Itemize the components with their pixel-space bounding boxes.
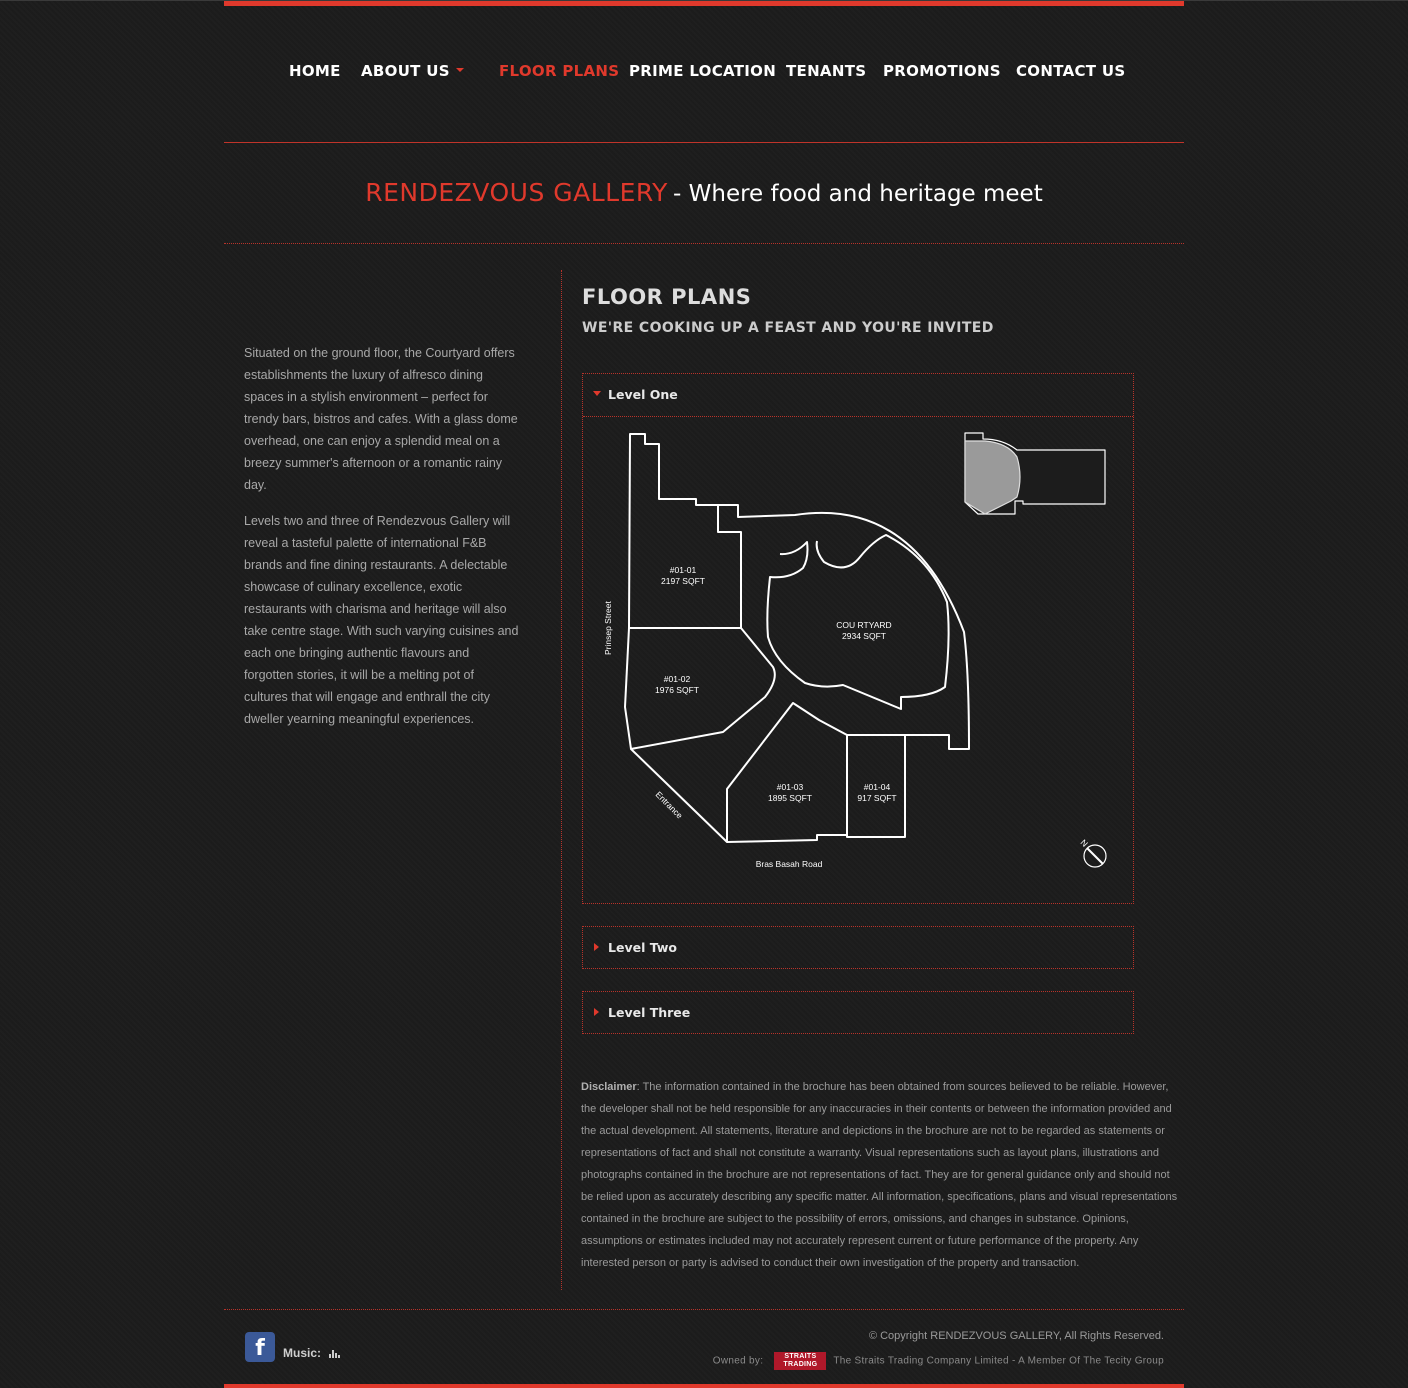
brand-name: RENDEZVOUS GALLERY bbox=[365, 178, 668, 207]
bottom-accent-bar bbox=[224, 1384, 1184, 1388]
street-label-prinsep: Prinsep Street bbox=[603, 601, 613, 655]
accordion-level-one bbox=[582, 373, 1134, 904]
page-title: FLOOR PLANS bbox=[582, 285, 752, 309]
page-subtitle: WE'RE COOKING UP A FEAST AND YOU'RE INVITED bbox=[582, 320, 994, 336]
courtyard-area: 2934 SQFT bbox=[842, 631, 886, 641]
unit-01-01-outline bbox=[629, 434, 741, 628]
owner-company-text: The Straits Trading Company Limited - A Member Of The Tecity Group bbox=[833, 1355, 1164, 1367]
unit-01-02-outline bbox=[625, 628, 775, 749]
owned-by-line bbox=[713, 1352, 1164, 1370]
nav-floor-plans[interactable]: FLOOR PLANS bbox=[499, 62, 620, 80]
nav-about-us-label: ABOUT US bbox=[361, 62, 450, 80]
header-divider bbox=[224, 243, 1184, 244]
accordion-level-two bbox=[582, 926, 1134, 969]
owned-by-label: Owned by: bbox=[712, 1355, 764, 1367]
footer-divider bbox=[224, 1309, 1184, 1310]
accordion-level-three bbox=[582, 991, 1134, 1034]
compass-needle bbox=[1087, 848, 1103, 864]
nav-divider bbox=[224, 142, 1184, 143]
logo-line-2: TRADING bbox=[783, 1361, 818, 1368]
column-divider bbox=[561, 270, 562, 1290]
intro-column bbox=[244, 342, 519, 744]
music-label: Music: bbox=[283, 1346, 322, 1360]
top-accent-bar bbox=[224, 1, 1184, 6]
caret-right-icon bbox=[594, 1008, 599, 1016]
accordion-label-level-two: Level Two bbox=[608, 940, 677, 955]
road-label-bras-basah: Bras Basah Road bbox=[755, 859, 823, 869]
unit-01-04-id[interactable]: #01-04 bbox=[863, 782, 891, 792]
caret-down-icon bbox=[593, 391, 601, 396]
unit-01-03-outline bbox=[727, 703, 847, 842]
facebook-icon[interactable]: f bbox=[245, 1332, 275, 1362]
entrance-label: Entrance bbox=[653, 789, 685, 821]
accordion-header-level-one[interactable] bbox=[583, 374, 1133, 416]
disclaimer bbox=[581, 1076, 1181, 1274]
nav-contact-us[interactable]: CONTACT US bbox=[1016, 62, 1126, 80]
nav-tenants[interactable]: TENANTS bbox=[786, 62, 867, 80]
compass-north-label: N bbox=[1078, 837, 1090, 849]
unit-01-02-area: 1976 SQFT bbox=[655, 685, 699, 695]
unit-01-01-area: 2197 SQFT bbox=[661, 576, 705, 586]
intro-paragraph-1: Situated on the ground floor, the Courtyard offers establishments the luxury of alfresco dining spaces in a stylish environment – perfect for trendy bars, bistros and cafes. With a glass dome overhead, one can enjoy a splendid meal on a breezy summer's afternoon or a romantic rainy day. bbox=[244, 346, 518, 492]
unit-01-03-id[interactable]: #01-03 bbox=[776, 782, 804, 792]
straits-trading-logo[interactable] bbox=[774, 1352, 826, 1370]
main-nav bbox=[0, 62, 1408, 88]
unit-01-01-id[interactable]: #01-01 bbox=[669, 565, 697, 575]
accordion-label-level-one: Level One bbox=[608, 387, 678, 402]
unit-01-03-area: 1895 SQFT bbox=[768, 793, 812, 803]
brand-tagline: - Where food and heritage meet bbox=[673, 181, 1043, 207]
logo-line-1: STRAITS bbox=[784, 1353, 817, 1360]
nav-about-us[interactable] bbox=[361, 62, 464, 80]
floor-plan-map bbox=[583, 417, 1135, 904]
music-equalizer-icon[interactable] bbox=[329, 1349, 339, 1358]
entrance-edge bbox=[631, 749, 727, 842]
disclaimer-label: Disclaimer bbox=[581, 1081, 637, 1093]
copyright-text: © Copyright RENDEZVOUS GALLERY, All Rights Reserved. bbox=[868, 1330, 1164, 1342]
nav-home[interactable]: HOME bbox=[289, 62, 341, 80]
nav-prime-location[interactable]: PRIME LOCATION bbox=[629, 62, 777, 80]
intro-paragraph-2: Levels two and three of Rendezvous Gallery will reveal a tasteful palette of international F&B brands and fine dining restaurants. A delectable showcase of culinary excellence, exotic restaurants with charisma and heritage will also take centre stage. With such varying cuisines and each one bringing authentic flavours and forgotten stories, it will be a melting pot of cultures that will engage and enthrall the city dweller yearning meaningful experiences. bbox=[244, 514, 519, 726]
unit-01-02-id[interactable]: #01-02 bbox=[663, 674, 691, 684]
floor-plan-panel bbox=[583, 416, 1133, 903]
accordion-label-level-three: Level Three bbox=[608, 1005, 691, 1020]
courtyard-name[interactable]: COU RTYARD bbox=[836, 620, 892, 630]
page-tagline bbox=[0, 178, 1408, 207]
chevron-down-icon bbox=[456, 68, 464, 72]
caret-right-icon bbox=[594, 943, 599, 951]
accordion-header-level-three[interactable] bbox=[583, 992, 1133, 1034]
unit-01-04-area: 917 SQFT bbox=[857, 793, 897, 803]
nav-promotions[interactable]: PROMOTIONS bbox=[883, 62, 1001, 80]
disclaimer-text: : The information contained in the brochure has been obtained from sources believed to be reliable. However, the developer shall not be held responsible for any inaccuracies in their contents or between the information provided and the actual development. All statements, literature and depictions in the brochure are not to be regarded as statements or representations of fact and shall not constitute a warranty. Visual representations such as layout plans, illustrations and photographs contained in the brochure are not representations of fact. They are for general guidance only and should not be relied upon as accurately describing any specific matter. All information, specifications, plans and visual representations contained in the brochure are subject to the possibility of errors, omissions, and changes in substance. Opinions, assumptions or estimates included may not accurately represent current or future performance of the property. Any interested person or party is advised to conduct their own investigation of the property and transaction. bbox=[581, 1081, 1178, 1269]
accordion-header-level-two[interactable] bbox=[583, 927, 1133, 969]
